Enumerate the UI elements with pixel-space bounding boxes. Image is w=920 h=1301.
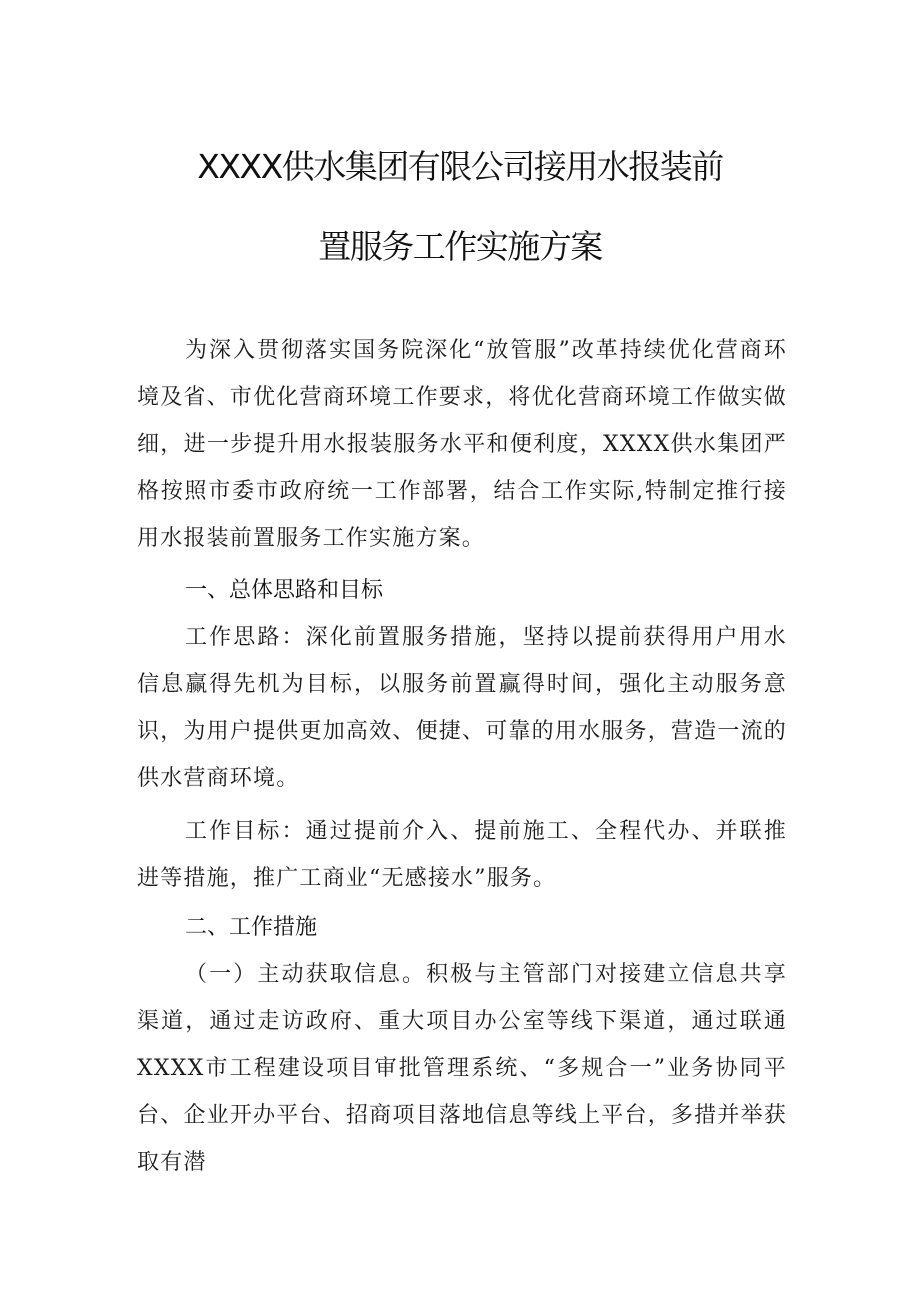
document-title-line-2: 置服务工作实施方案 — [318, 227, 602, 266]
work-goal-paragraph: 工作目标：通过提前介入、提前施工、全程代办、并联推进等措施，推广工商业“无感接水”服务。 — [137, 819, 787, 891]
section-1-heading: 一、总体思路和目标 — [185, 578, 384, 603]
measure-1-paragraph: （一）主动获取信息。积极与主管部门对接建立信息共享渠道，通过走访政府、重大项目办公室等线下渠道，通过联通XXXX市工程建设项目审批管理系统、“多规合一”业务协同平台、企业开办平台、招商项目落地信息等线上平台，多措并举获取有潜 — [137, 962, 787, 1175]
document-title-line-1: XXXX供水集团有限公司接用水报装前 — [197, 147, 723, 186]
work-idea-paragraph: 工作思路：深化前置服务措施，坚持以提前获得用户用水信息赢得先机为目标，以服务前置赢得时间，强化主动服务意识，为用户提供更加高效、便捷、可靠的用水服务，营造一流的供水营商环境。 — [137, 625, 787, 791]
intro-paragraph: 为深入贯彻落实国务院深化“放管服”改革持续优化营商环境及省、市优化营商环境工作要求，将优化营商环境工作做实做细，进一步提升用水报装服务水平和便利度，XXXX供水集团严格按照市委市政府统一工作部署，结合工作实际,特制定推行接用水报装前置服务工作实施方案。 — [137, 338, 787, 551]
section-2-heading: 二、工作措施 — [185, 915, 318, 940]
